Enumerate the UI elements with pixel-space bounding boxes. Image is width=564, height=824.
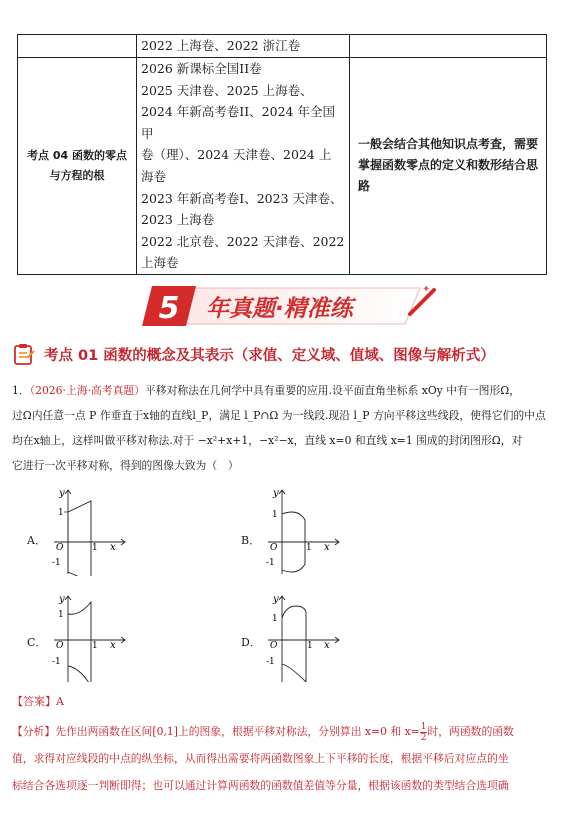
- y-axis-label: y: [59, 488, 65, 499]
- question-line-1: [12, 378, 552, 403]
- origin-label: O: [56, 641, 64, 651]
- question-number: 1．: [12, 384, 30, 397]
- y-axis-label: y: [273, 488, 279, 499]
- tick-x1: 1: [92, 543, 98, 553]
- exam-line: 2023 年新高考卷I、2023 天津卷、: [141, 190, 343, 206]
- option-a-label[interactable]: A．: [27, 534, 46, 547]
- tick-neg1: -1: [266, 657, 275, 667]
- question-text: 平移对称法在几何学中具有重要的应用.设平面直角坐标系 xOy 中有一图形Ω，: [145, 384, 520, 397]
- x-axis-label: x: [110, 640, 116, 651]
- graph-option-d[interactable]: [264, 592, 394, 682]
- analysis-prefix: 【分析】: [12, 725, 56, 738]
- x-axis-label: x: [110, 542, 116, 553]
- exam-line: 2026 新课标全国II卷: [141, 61, 262, 76]
- tick-neg1: -1: [266, 558, 275, 568]
- exam-line: 2025 天津卷、2025 上海卷、: [141, 82, 313, 98]
- topic-cell-empty: [18, 35, 137, 58]
- fraction-denominator: 2: [420, 732, 427, 743]
- tick-neg1: -1: [52, 657, 61, 667]
- analysis-text: 先作出两函数在区间[0,1]上的图象，根据平移对称法，分别算出 x=0 和 x=: [55, 725, 420, 738]
- question-block: [12, 378, 552, 478]
- graph-option-c[interactable]: [50, 592, 180, 682]
- exam-line: 2022 北京卷、2022 天津卷、2022: [141, 233, 345, 249]
- tick-x1: 1: [92, 641, 98, 651]
- origin-label: O: [270, 543, 278, 553]
- exam-list-cell: [137, 58, 350, 275]
- x-axis-label: x: [324, 640, 330, 651]
- question-line-2: 过Ω内任意一点 P 作垂直于x轴的直线l_P，满足 l_P∩Ω 为一线段.现沿 l_P 方向平移这些线段，使得它们的中点: [12, 409, 546, 422]
- exam-line: 2024 年新高考卷II、2024 年全国甲: [141, 104, 335, 141]
- exam-list-cell: 2022 上海卷、2022 浙江卷: [137, 35, 350, 58]
- tick-1: 1: [272, 510, 278, 520]
- question-line-3: 均在x轴上，这样叫做平移对称法.对于 −x²+x+1，−x²−x，直线 x=0 和直线 x=1 围成的封闭图形Ω，对: [12, 434, 523, 447]
- tick-1: 1: [58, 508, 64, 518]
- question-source: （2026·上海·高考真题）: [29, 384, 145, 397]
- section-banner: [140, 280, 440, 332]
- banner-text: 年真题·精准练: [206, 296, 353, 322]
- fraction-numerator: 1: [420, 721, 427, 732]
- y-axis-label: y: [273, 594, 279, 605]
- banner-number: 5: [158, 291, 180, 326]
- analysis-line-3: 标结合各选项逐一判断即得；也可以通过计算两函数的函数值差值等分量，根据该函数的类型结合选项确: [12, 779, 509, 792]
- tick-neg1: -1: [52, 558, 61, 568]
- answer-line: 【答案】A: [12, 695, 64, 708]
- section-title: 考点 01 函数的概念及其表示（求值、定义域、值域、图像与解析式）: [44, 347, 495, 364]
- section-header: [12, 341, 495, 367]
- note-cell-empty: [350, 35, 547, 58]
- topic-cell: 考点 04 函数的零点与方程的根: [18, 58, 137, 275]
- note-cell: 一般会结合其他知识点考查，需要掌握函数零点的定义和数形结合思路: [350, 58, 547, 275]
- y-axis-label: y: [59, 594, 65, 605]
- exam-line: 2023 上海卷: [141, 212, 215, 228]
- tick-x1: 1: [306, 543, 312, 553]
- tick-1: 1: [58, 610, 64, 620]
- graph-option-b[interactable]: [264, 486, 394, 576]
- analysis-line-1: [12, 718, 552, 745]
- option-c-label[interactable]: C．: [27, 636, 47, 649]
- tick-x1: 1: [307, 641, 313, 651]
- exam-line: 上海卷: [141, 255, 179, 271]
- origin-label: O: [270, 641, 278, 651]
- question-line-4: 它进行一次平移对称，得到的图像大致为（ ）: [12, 459, 239, 472]
- exam-line: 海卷: [141, 168, 167, 184]
- option-d-label[interactable]: D．: [241, 636, 261, 649]
- tick-1: 1: [272, 614, 278, 624]
- analysis-line-2: 值，求得对应线段的中点的纵坐标，从而得出需要将两函数图象上下平移的长度，根据平移后对应点的坐: [12, 752, 509, 765]
- exam-line: 卷（理）、2024 天津卷、2024 上: [141, 147, 332, 163]
- analysis-text: 时，两函数的函数: [427, 725, 514, 738]
- sparkle-icon: ✦: [422, 284, 431, 295]
- table-row: [18, 58, 547, 275]
- option-b-label[interactable]: B．: [241, 534, 261, 547]
- exam-topic-table: [17, 34, 547, 275]
- x-axis-label: x: [324, 542, 330, 553]
- analysis-block: [12, 718, 552, 799]
- table-row: [18, 35, 547, 58]
- clipboard-icon: [12, 342, 36, 366]
- origin-label: O: [56, 543, 64, 553]
- graph-option-a[interactable]: [50, 486, 180, 576]
